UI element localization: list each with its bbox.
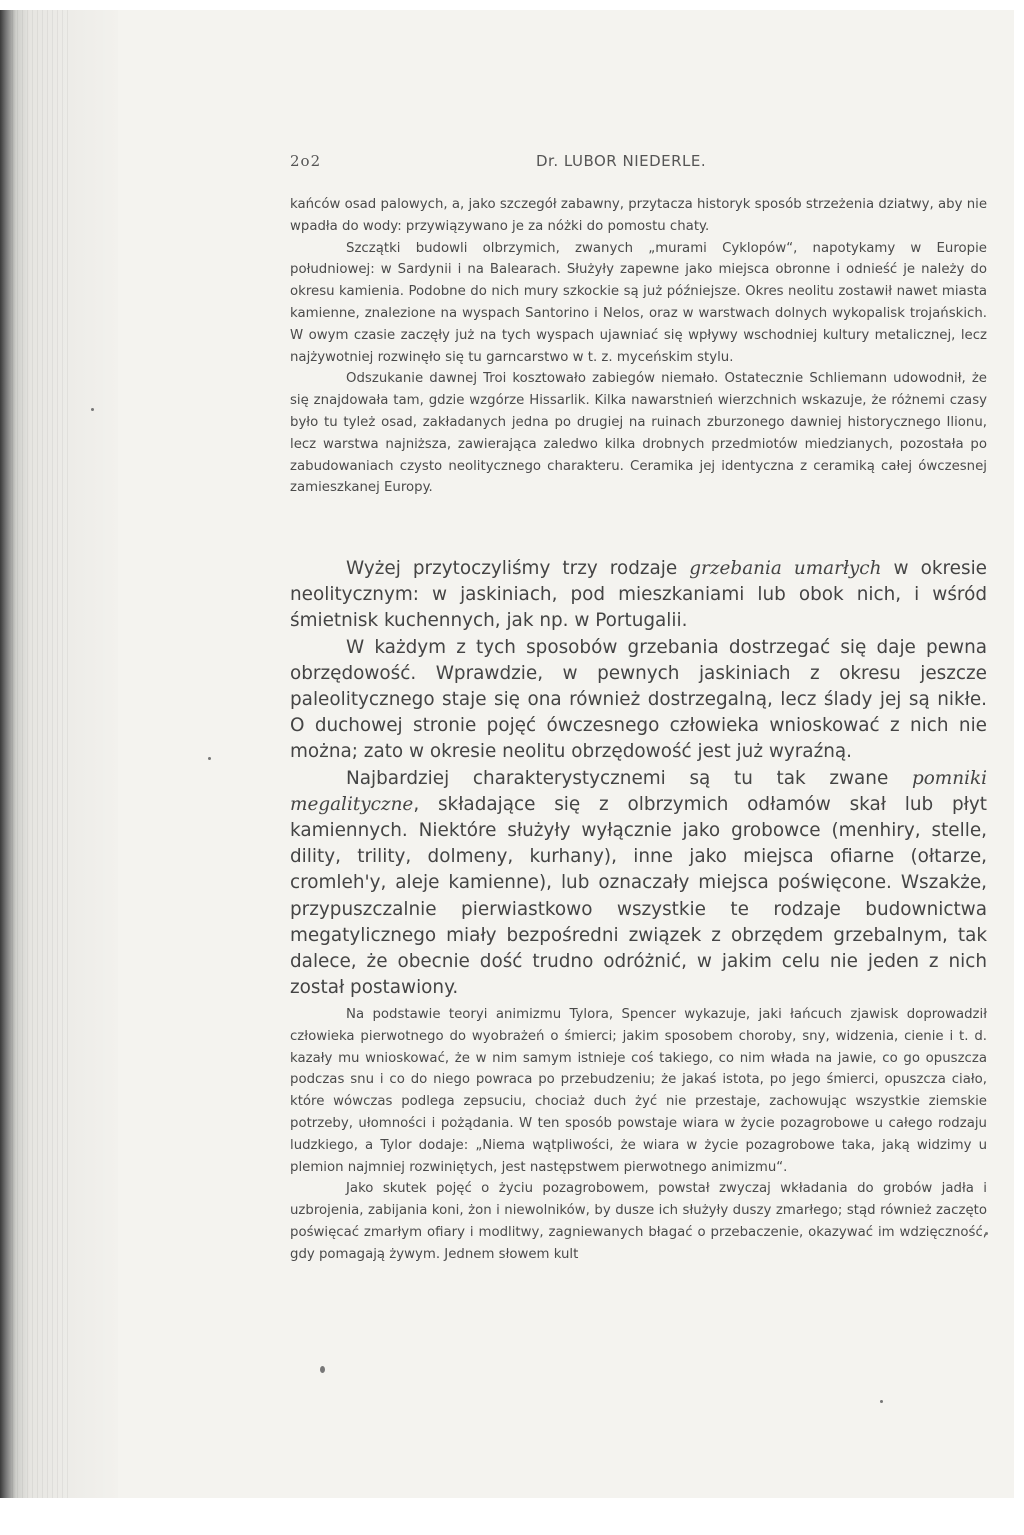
paragraph: kańców osad palowych, a, jako szczegół zabawny, przytacza historyk sposób strzeżenia dziatwy, aby nie wpadła do wody: przywiązywano je za nóżki do pomostu chaty. bbox=[290, 197, 987, 234]
paragraph: Szczątki budowli olbrzymich, zwanych „murami Cyklopów“, napotykamy w Europie południowej: w Sardynii i na Balearach. Służyły zapewne jako miejsca obronne i odnieść je należy do okresu kamienia. Podobne do nich mury szkockie są już późniejsze. Okres neolitu zostawił nawet miasta kamienne, znalezione na wyspach Santorino i Nelos, oraz w warstwach dolnych wykopalisk trojańskich. W owym czasie zaczęły już na tych wyspach ujawniać się wpływy wschodniej kultury metalicznej, lecz najżywotniej rozwinęło się tu garncarstwo w t. z. myceńskim stylu. bbox=[290, 240, 987, 365]
right-margin bbox=[1014, 0, 1024, 1535]
paragraph: Jako skutek pojęć o życiu pozagrobowem, powstał zwyczaj wkładania do grobów jadła i uzbrojenia, zabijania koni, żon i niewolników, by dusze ich służyły duszy zmarłego; stąd również zaczęto poświęcać zmarłym ofiary i modlitwy, zagniewanych błagać o przebaczenie, okazywać im wdzięczność, gdy pomagają żywym. Jednem słowem kult bbox=[290, 1181, 987, 1262]
ink-speck bbox=[880, 1400, 883, 1403]
emphasis-text: pomniki megalityczne bbox=[290, 767, 987, 815]
section-large bbox=[290, 556, 987, 1001]
bottom-margin bbox=[0, 1498, 1024, 1535]
ink-speck bbox=[91, 408, 94, 411]
section-small-top bbox=[290, 194, 987, 499]
spine-texture bbox=[12, 0, 72, 1535]
paragraph-text: w okresie neolitycznym: w jaskiniach, pod mieszkaniami lub obok nich, i wśród śmietnisk kuchennych, jak np. w Portugalii. bbox=[290, 558, 987, 632]
running-head: Dr. LUBOR NIEDERLE. bbox=[536, 152, 707, 170]
paragraph: W każdym z tych sposobów grzebania dostrzegać się daje pewna obrzędowość. Wprawdzie, w pewnych jaskiniach z okresu jeszcze paleolitycznego staje się ona również dostrzegalną, lecz ślady jej są nikłe. O duchowej stronie pojęć ówczesnego człowieka wnioskować z nich nie można; zato w okresie neolitu obrzędowość jest już wyraźną. bbox=[290, 636, 987, 763]
paragraph: Odszukanie dawnej Troi kosztowało zabiegów niemało. Ostatecznie Schliemann udowodnił, że się znajdowała tam, gdzie wzgórze Hissarlik. Kilka nawarstnień wierzchnich wskazuje, że różnemi czasy było tu tyleż osad, zakładanych jedna po drugiej na ruinach zburzonego dawniej historycznego Ilionu, lecz warstwa najniższa, zawierająca zaledwo kilka drobnych przedmiotów miedzianych, pozostała po zabudowaniach czysto neolitycznego charakteru. Ceramika jej identyczna z ceramiką całej ówczesnej zamieszkanej Europy. bbox=[290, 371, 987, 496]
paragraph bbox=[290, 766, 987, 1002]
page-number: 2o2 bbox=[290, 152, 322, 170]
page-header bbox=[290, 152, 990, 174]
emphasis-text: grzebania umarłych bbox=[689, 558, 882, 579]
top-margin bbox=[0, 0, 1024, 10]
section-small-bottom bbox=[290, 1004, 987, 1266]
ink-speck bbox=[208, 757, 211, 760]
paragraph-text: Najbardziej charakterystycznemi są tu tak zwane bbox=[346, 767, 912, 789]
paragraph bbox=[290, 556, 987, 635]
paragraph: Na podstawie teoryi animizmu Tylora, Spencer wykazuje, jaki łańcuch zjawisk doprowadził człowieka pierwotnego do wyobrażeń o śmierci; jakim sposobem choroby, sny, widzenia, cienie i t. d. kazały mu wnioskować, że w nim samym istnieje coś takiego, co nim włada na jawie, co go opuszcza podczas snu i co do niego powraca po przebudzeniu; że jakaś istota, po jego śmierci, opuszcza ciało, które wówczas podlega zepsuciu, chociaż duch żyć nie przestaje, zachowując wszystkie ziemskie potrzeby, ułomności i pożądania. W ten sposób powstaje wiara w życie pozagrobowe u całego rodzaju ludzkiego, a Tylor dodaje: „Niema wątpliwości, że wiara w życie pozagrobowe taka, jaką widzimy u plemion najmniej rozwiniętych, jest następstwem pierwotnego animizmu“. bbox=[290, 1007, 987, 1175]
paragraph-text: Wyżej przytoczyliśmy trzy rodzaje bbox=[346, 558, 690, 579]
paragraph-text: , składające się z olbrzymich odłamów skał lub płyt kamiennych. Niektóre służyły wyłącznie jako grobowce (menhiry, stelle, dility, trility, dolmeny, kurhany), inne jako miejsca ofiarne (ołtarze, cromleh'y, aleje kamienne), lub oznaczały miejsca poświęcone. Wszakże, przypuszczalnie pierwiastkowo wszystkie te rodzaje budownictwa megatylicznego miały bezpośredni związek z obrzędem grzebalnym, tak dalece, że obecnie dość trudno odróżnić, w jakim celu nie jeden z nich został postawiony. bbox=[290, 793, 987, 999]
ink-speck bbox=[320, 1366, 325, 1373]
book-spine-shadow bbox=[0, 0, 118, 1535]
